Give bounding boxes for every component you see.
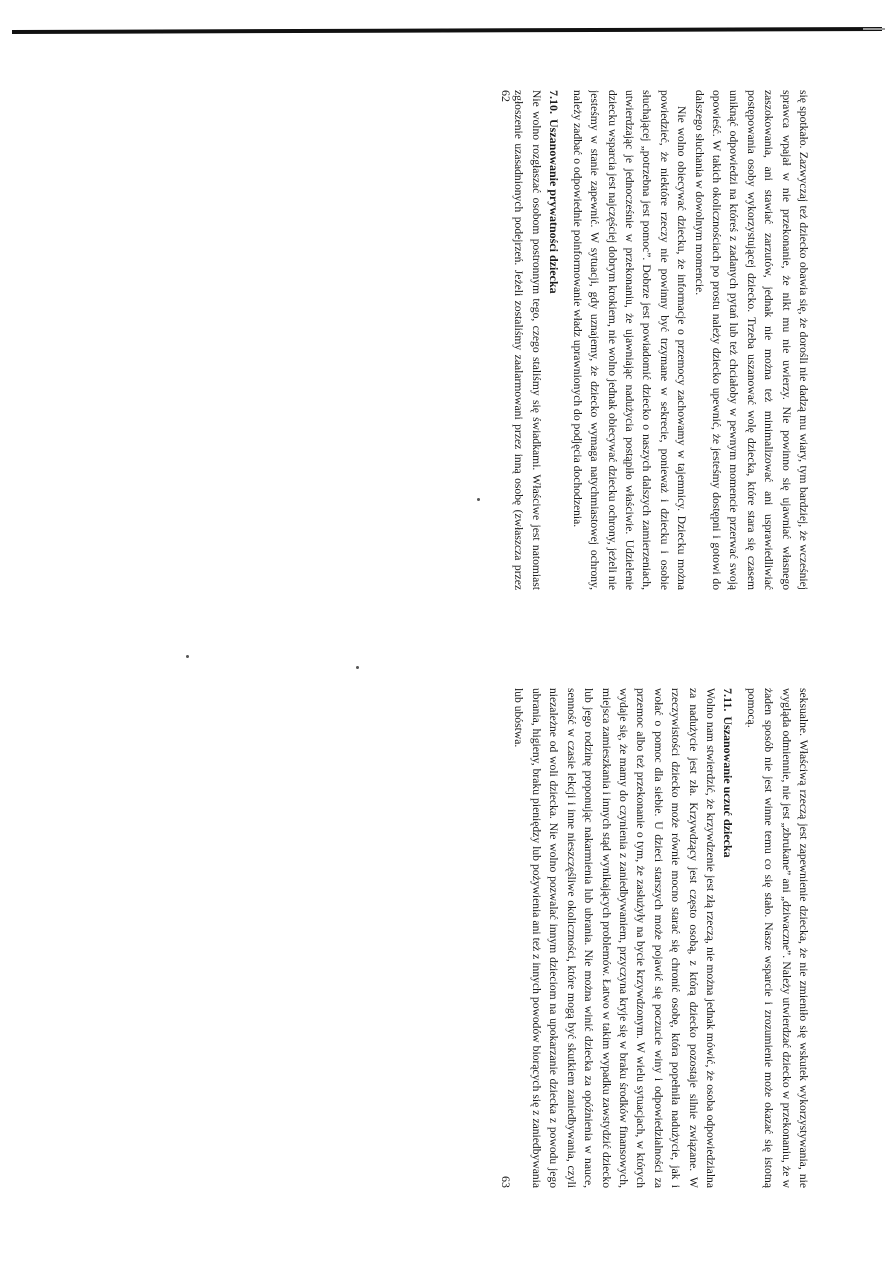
scan-speck	[863, 28, 885, 30]
paragraph: się spotkało. Zazwyczaj też dziecko obawia się, że dorośli nie dadzą mu wiary, tym bardziej, że wcześniej sprawca wpajał w nie przekonanie, że nikt mu nie uwierzy. Nie powinno się ujawniać własnego zaszokowania, ani stawiać zarzutów, jednak nie można też minimalizować ani usprawiedliwiać postępowania osoby wykorzystującej dziecko. Trzeba uszanować wolę dziecka, które stara się czasem uniknąć odpowiedzi na któreś z zadanych pytań lub też chciałoby w pewnym momencie przerwać swoją opowieść. W takich okolicznościach po prostu należy dziecko upewnić, że jesteśmy dostępni i gotowi do dalszego słuchania w dowolnym momencie.	[692, 90, 810, 590]
scan-dot	[356, 666, 359, 669]
section-number: 7.11.	[721, 688, 736, 712]
scan-dot	[186, 655, 189, 658]
page-62-text	[512, 90, 812, 590]
section-title: Uszanowanie prywatności dziecka	[547, 119, 562, 294]
paragraph: seksualne. Właściwą rzeczą jest zapewnienie dziecka, że nie zmieniło się wskutek wykorzystywania, nie wygląda odmiennie, nie jest „zbrukane” ani „dziwaczne”. Należy utwierdzać dziecko w przekonaniu, że w żaden sposób nie jest winne temu co się stało. Nasze wsparcie i zrozumienie może okazać się istotną pomocą.	[744, 688, 810, 1188]
page-number: 63	[499, 1176, 513, 1188]
paragraph: Nie wolno rozgłaszać osobom postronnym tego, czego staliśmy się świadkami. Właściwe jest natomiast zgłoszenie uzasadnionych podejrzeń. Jeżeli zostaliśmy zaalarmowani przez inną osobę (zwłaszcza przez	[512, 90, 543, 590]
section-number: 7.10.	[547, 90, 562, 114]
section-heading-7-11	[719, 688, 736, 1188]
page-number: 62	[499, 90, 513, 102]
page-62	[499, 90, 812, 590]
section-title: Uszanowanie uczuć dziecka	[721, 716, 736, 858]
scan-dot	[477, 498, 480, 501]
paragraph: Nie wolno obiecywać dziecku, że informacje o przemocy zachowamy w tajemnicy. Dziecku można powiedzieć, że niektóre rzeczy nie powinny być trzymane w sekrecie, ponieważ i dziecku i osobie słuchającej „potrzebna jest pomoc”. Dobrze jest powiadomić dziecko o naszych dalszych zamierzeniach, utwierdzając je jednocześnie w przekonaniu, że ujawniając nadużycia postąpiło właściwie. Udzielenie dziecku wsparcia jest najczęściej dobrym krokiem, nie wolno jednak obiecywać dziecku ochrony, jeżeli nie jesteśmy w stanie zapewnić. W sytuacji, gdy uznajemy, że dziecko wymaga natychmiastowej ochrony, należy zadbać o odpowiednie poinformowanie władz uprawnionych do podjęcia dochodzenia.	[570, 90, 689, 590]
page-63	[499, 688, 812, 1188]
section-heading-7-10	[545, 90, 562, 590]
page-63-text	[512, 688, 812, 1188]
scan-edge-line	[12, 27, 882, 34]
paragraph: Wolno nam stwierdzić, że krzywdzenie jest złą rzeczą, nie można jednak mówić, że osoba odpowiedzialna za nadużycie jest zła. Krzywdzący jest często osobą, z którą dziecko pozostaje silnie związane. W rzeczywistości dziecko może równie mocno starać się chronić osobę, która popełniła nadużycie, jak i wołać o pomoc dla siebie. U dzieci starszych może pojawić się poczucie winy i odpowiedzialności za przemoc albo też przekonanie o tym, że zasłużyły na bycie krzywdzonym. W wielu sytuacjach, w których wydaje się, że mamy do czynienia z zaniedbywaniem, przyczyna kryje się w braku środków finansowych, miejsca zamieszkania i innych stąd wynikających problemów. Łatwo w takim wypadku zawstydzić dziecko lub jego rodzinę proponując nakarmienia lub ubrania. Nie można winić dziecka za opóźnienia w nauce, senność w czasie lekcji i inne nieszczęśliwe okoliczności, które mogą być skutkiem zaniedbywania, czyli niezależne od woli dziecka. Nie wolno pozwalać innym dzieciom na upokarzanie dziecka z powodu jego ubrania, higieny, braku pieniędzy lub pożywienia ani też z innych powodów biorących się z zaniedbywania lub ubóstwa.	[512, 688, 717, 1188]
